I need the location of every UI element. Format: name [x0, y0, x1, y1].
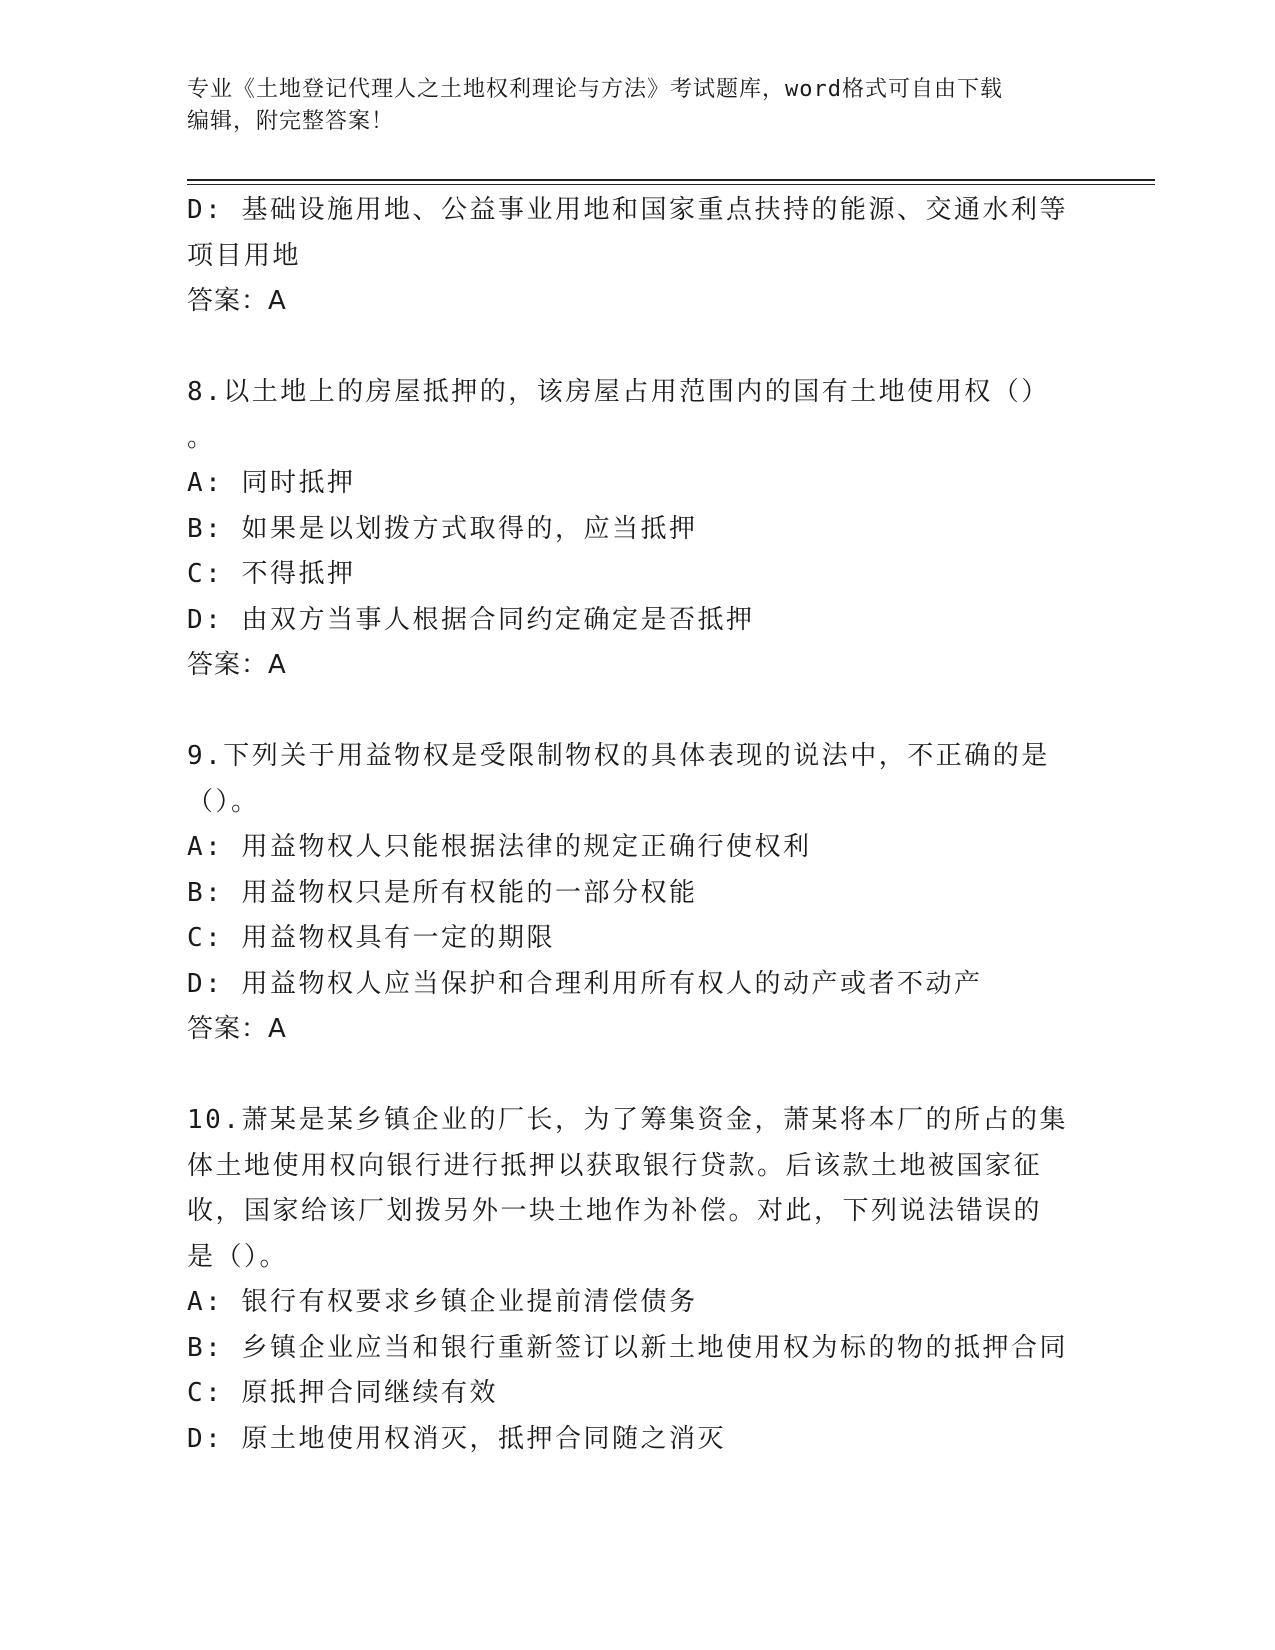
option-a: A: 用益物权人只能根据法律的规定正确行使权利	[187, 832, 812, 862]
question-stem: 10.萧某是某乡镇企业的厂长，为了筹集资金，萧某将本厂的所占的集	[187, 1105, 1068, 1135]
question-7-tail	[187, 188, 1087, 325]
question-stem-continued: 体土地使用权向银行进行抵押以获取银行贷款。后该款土地被国家征	[187, 1150, 1043, 1181]
answer: 答案：A	[187, 286, 287, 316]
answer: 答案：A	[187, 650, 287, 680]
header-rule-thin	[187, 184, 1155, 185]
question-stem-continued: （）。	[187, 786, 260, 817]
option-b: B: 如果是以划拨方式取得的，应当抵押	[187, 513, 698, 544]
question-stem: 8.以土地上的房屋抵押的，该房屋占用范围内的国有土地使用权（）	[187, 377, 1050, 407]
answer: 答案：A	[187, 1014, 287, 1044]
header-rule-thick	[187, 179, 1155, 181]
question-stem-continued: 是（）。	[187, 1241, 289, 1272]
option-a: A: 同时抵押	[187, 468, 356, 498]
question-stem: 9.下列关于用益物权是受限制物权的具体表现的说法中，不正确的是	[187, 741, 1050, 771]
header-line-1: 专业《土地登记代理人之土地权利理论与方法》考试题库，word格式可自由下载	[187, 77, 1003, 102]
question-10	[187, 1098, 1087, 1462]
spacer	[187, 689, 1087, 735]
option-d: D: 基础设施用地、公益事业用地和国家重点扶持的能源、交通水利等	[187, 195, 1068, 225]
question-9	[187, 734, 1087, 1053]
option-d: D: 原土地使用权消灭，抵押合同随之消灭	[187, 1423, 726, 1454]
spacer	[187, 325, 1087, 371]
spacer	[187, 1053, 1087, 1099]
question-stem-continued: 收，国家给该厂划拨另外一块土地作为补偿。对此，下列说法错误的	[187, 1196, 1043, 1226]
option-a: A: 银行有权要求乡镇企业提前清偿债务	[187, 1287, 698, 1317]
question-stem-continued: 。	[187, 422, 216, 453]
question-8	[187, 370, 1087, 689]
option-c: C: 用益物权具有一定的期限	[187, 923, 555, 953]
option-d: D: 由双方当事人根据合同约定确定是否抵押	[187, 604, 755, 635]
option-c: C: 原抵押合同继续有效	[187, 1378, 498, 1408]
option-b: B: 乡镇企业应当和银行重新签订以新土地使用权为标的物的抵押合同	[187, 1332, 1068, 1363]
page-header	[187, 74, 1067, 138]
option-b: B: 用益物权只是所有权能的一部分权能	[187, 877, 698, 908]
option-d: D: 用益物权人应当保护和合理利用所有权人的动产或者不动产	[187, 968, 983, 999]
option-d-continued: 项目用地	[187, 240, 302, 271]
document-body	[187, 188, 1087, 1462]
header-line-2: 编辑，附完整答案！	[187, 109, 395, 134]
option-c: C: 不得抵押	[187, 559, 356, 589]
